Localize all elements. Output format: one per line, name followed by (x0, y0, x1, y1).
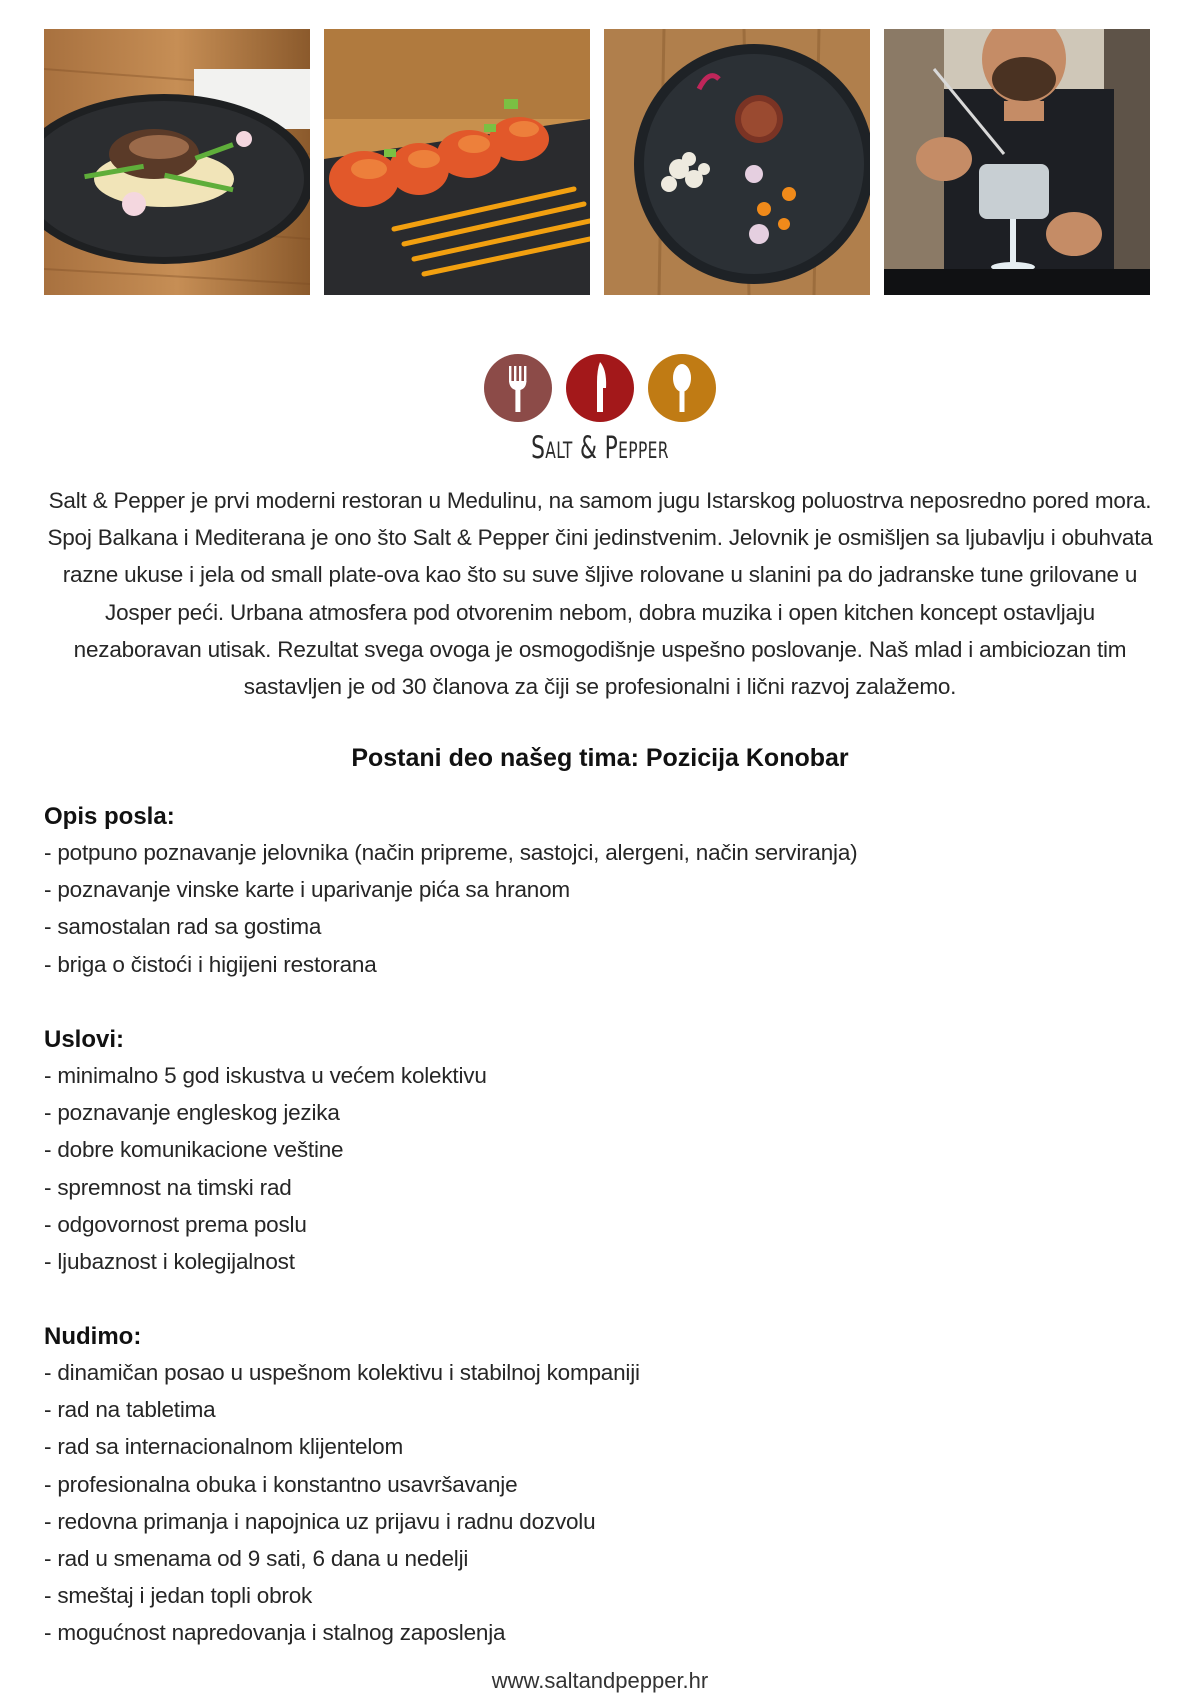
knife-icon (566, 354, 634, 422)
list-item: - profesionalna obuka i konstantno usavršavanje (44, 1471, 518, 1497)
section-heading: Uslovi: (44, 1026, 125, 1053)
job-title: Postani deo našeg tima: Pozicija Konobar (351, 744, 849, 772)
list-item: - odgovornost prema poslu (44, 1211, 307, 1237)
section-heading: Opis posla: (44, 803, 175, 830)
bartender-cocktail-photo (884, 29, 1150, 295)
plated-dish-photo (44, 29, 310, 295)
list-item: - rad na tabletima (44, 1397, 216, 1423)
list-item: - poznavanje vinske karte i uparivanje pića sa hranom (44, 877, 570, 903)
intro-paragraph: Salt & Pepper je prvi moderni restoran u Medulinu, na samom jugu Istarskog poluostrva neposredno pored mora. Spoj Balkana i Mediterana je ono što Salt & Pepper čini jedinstvenim. Jelovnik je osmišljen sa ljubavlju i obuhvata razne ukuse i jela od small plate-ova kao što su suve šljive rolovane u slanini pa do jadranske tune grilovane u Josper peći. Urbana atmosfera pod otvorenim nebom, dobra muzika i open kitchen koncept ostavljaju nezaboravan utisak. Rezultat svega ovoga je osmogodišnje uspešno poslovanje. Naš mlad i ambiciozan tim sastavljen je od 30 članova za čiji se profesionalni i lični razvoj zalažemo. (47, 488, 1153, 700)
list-item: - poznavanje engleskog jezika (44, 1100, 340, 1126)
fork-icon (484, 354, 552, 422)
list-item: - redovna primanja i napojnica uz prijavu i radnu dozvolu (44, 1508, 596, 1534)
website-link[interactable]: www.saltandpepper.hr (491, 1668, 709, 1693)
section-benefits (44, 1320, 1164, 1652)
section-heading: Nudimo: (44, 1323, 142, 1350)
photo-strip (44, 29, 1150, 295)
tartare-plate-photo (604, 29, 870, 295)
list-item: - smeštaj i jedan topli obrok (44, 1583, 313, 1609)
list-item: - rad sa internacionalnom klijentelom (44, 1434, 404, 1460)
brand-logo (0, 354, 1200, 422)
list-item: - briga o čistoći i higijeni restorana (44, 951, 377, 977)
brand-name: Salt & Pepper (531, 430, 669, 466)
list-item: - mogućnost napredovanja i stalnog zaposlenja (44, 1620, 506, 1646)
list-item: - dinamičan posao u uspešnom kolektivu i stabilnoj kompaniji (44, 1360, 640, 1385)
section-job-description (44, 800, 1164, 983)
list-item: - minimalno 5 god iskustva u većem kolektivu (44, 1063, 487, 1088)
list-item: - samostalan rad sa gostima (44, 914, 322, 940)
list-item: - dobre komunikacione veštine (44, 1137, 344, 1163)
spoon-icon (648, 354, 716, 422)
list-item: - spremnost na timski rad (44, 1174, 292, 1200)
section-requirements (44, 1023, 1164, 1280)
list-item: - ljubaznost i kolegijalnost (44, 1249, 295, 1275)
list-item: - rad u smenama od 9 sati, 6 dana u nedelji (44, 1546, 469, 1572)
list-item: - potpuno poznavanje jelovnika (način pripreme, sastojci, alergeni, način serviranja) (44, 840, 858, 865)
glazed-skewers-photo (324, 29, 590, 295)
